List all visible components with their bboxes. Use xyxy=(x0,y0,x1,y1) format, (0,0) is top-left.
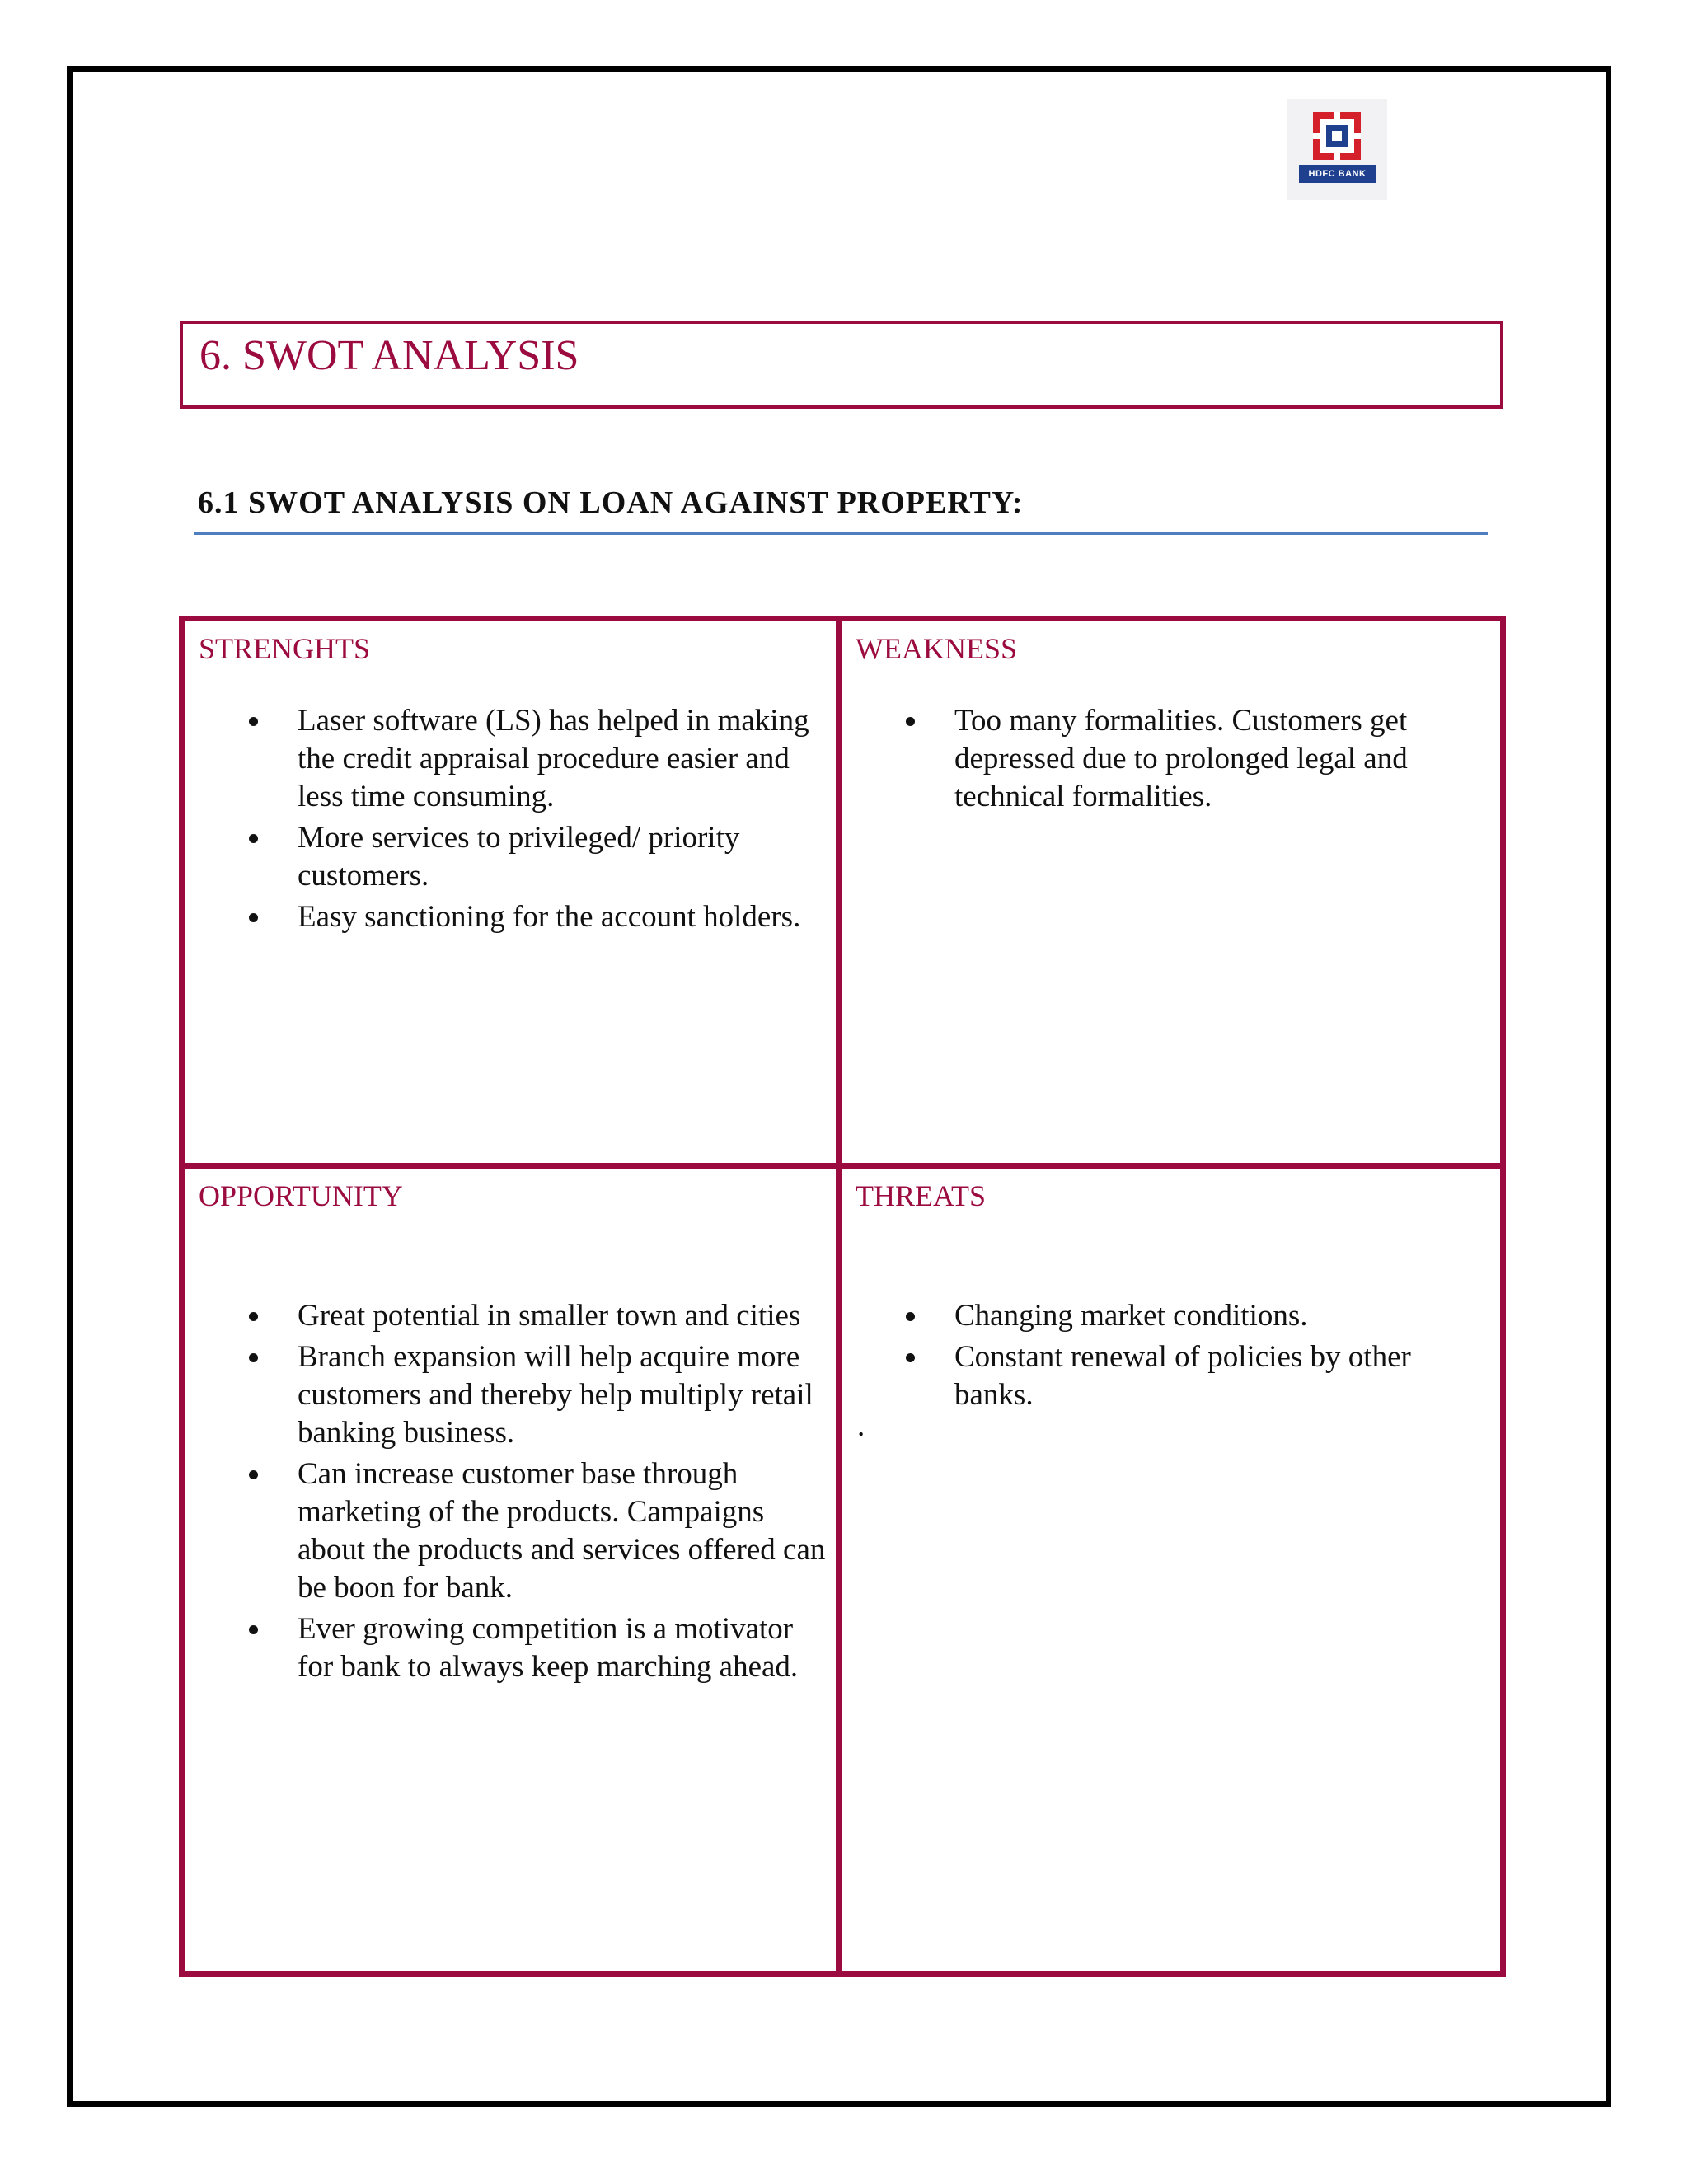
swot-strengths-cell xyxy=(185,621,842,1169)
subsection-title: 6.1 SWOT ANALYSIS ON LOAN AGAINST PROPERTY: xyxy=(198,485,1024,520)
bullet-icon xyxy=(906,1312,915,1321)
list-item-text: Too many formalities. Customers get depressed due to prolonged legal and technical formalities. xyxy=(954,704,1408,813)
list-item xyxy=(185,702,836,816)
bullet-icon xyxy=(249,1312,258,1321)
subsection-divider xyxy=(194,532,1488,535)
threats-list xyxy=(842,1297,1500,1418)
list-item xyxy=(185,819,836,895)
list-item-text: More services to privileged/ priority customers. xyxy=(298,821,740,893)
logo-label: HDFC BANK xyxy=(1299,165,1376,183)
bullet-icon xyxy=(249,834,258,843)
list-item xyxy=(185,898,836,936)
list-item xyxy=(185,1297,836,1335)
bullet-icon xyxy=(249,717,258,726)
list-item-text: Ever growing competition is a motivator for bank to always keep marching ahead. xyxy=(298,1612,799,1684)
bullet-icon xyxy=(249,1353,258,1362)
threats-heading: THREATS xyxy=(856,1179,987,1212)
list-item-text: Great potential in smaller town and cities xyxy=(298,1299,801,1333)
trailing-period: . xyxy=(857,1409,865,1443)
section-title: 6. SWOT ANALYSIS xyxy=(199,332,579,379)
section-title-box xyxy=(180,321,1503,409)
list-item xyxy=(185,1455,836,1607)
list-item xyxy=(842,1297,1500,1335)
bullet-icon xyxy=(249,913,258,922)
list-item-text: Laser software (LS) has helped in making the credit appraisal procedure easier and less time consuming. xyxy=(298,704,809,813)
list-item xyxy=(842,1338,1500,1414)
strengths-list xyxy=(185,702,836,940)
bullet-icon xyxy=(906,1353,915,1362)
list-item-text: Changing market conditions. xyxy=(954,1299,1308,1333)
bullet-icon xyxy=(906,717,915,726)
list-item xyxy=(185,1610,836,1686)
hdfc-bank-logo xyxy=(1287,99,1387,200)
weakness-heading: WEAKNESS xyxy=(856,632,1017,665)
opportunity-list xyxy=(185,1297,836,1690)
swot-weakness-cell xyxy=(842,621,1500,1169)
list-item-text: Easy sanctioning for the account holders. xyxy=(298,900,801,934)
list-item-text: Constant renewal of policies by other banks. xyxy=(954,1340,1411,1412)
opportunity-heading: OPPORTUNITY xyxy=(199,1179,403,1212)
strengths-heading: STRENGHTS xyxy=(199,632,371,665)
swot-opportunity-cell xyxy=(185,1169,842,1971)
list-item xyxy=(842,702,1500,816)
bullet-icon xyxy=(249,1470,258,1479)
weakness-list xyxy=(842,702,1500,819)
hdfc-logo-icon xyxy=(1313,112,1361,160)
bullet-icon xyxy=(249,1625,258,1634)
swot-threats-cell xyxy=(842,1169,1500,1971)
list-item-text: Branch expansion will help acquire more customers and thereby help multiply retail banking business. xyxy=(298,1340,814,1450)
list-item xyxy=(185,1338,836,1452)
swot-table xyxy=(179,616,1506,1977)
list-item-text: Can increase customer base through marketing of the products. Campaigns about the products and services offered can be boon for bank. xyxy=(298,1457,826,1605)
